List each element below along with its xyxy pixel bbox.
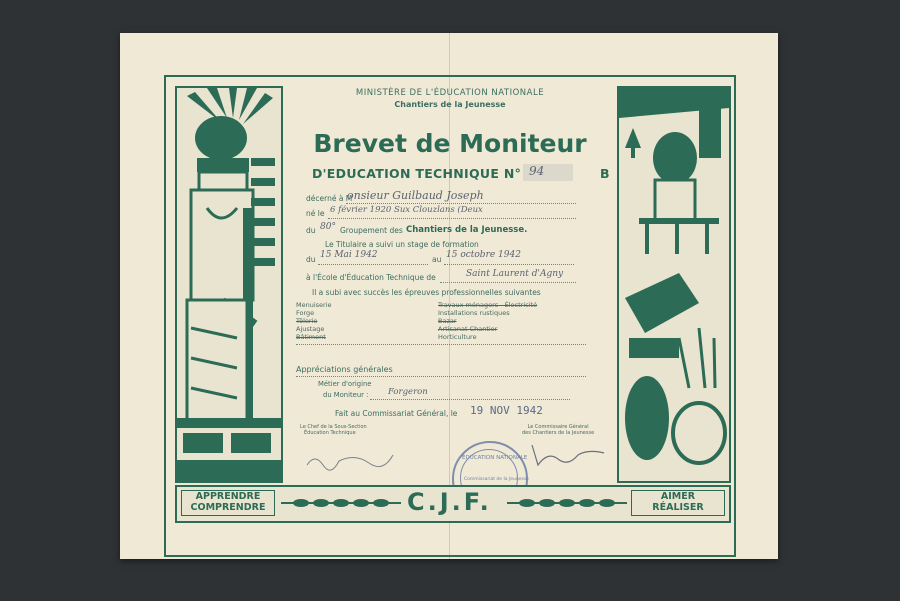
group-bold: Chantiers de la Jeunesse. [406, 225, 528, 235]
line-metier [370, 399, 570, 400]
to-label: au [432, 255, 442, 264]
signatory-right-2: des Chantiers de la Jeunesse [522, 430, 595, 436]
certificate-paper [120, 33, 778, 559]
certificate-subtitle: D'EDUCATION TECHNIQUE N° [312, 166, 522, 181]
woman-illustration [619, 88, 729, 481]
line-birth [328, 218, 576, 219]
trades-left [296, 301, 332, 341]
trade-item: Horticulture [438, 333, 477, 341]
line-to [444, 264, 574, 265]
motto-right-1: AIMER [660, 491, 696, 502]
cjf-logo: C.J.F. [407, 488, 492, 516]
trade-item: Forge [296, 309, 315, 317]
birth-details: 6 février 1920 Sux Clouzlans (Deux [330, 205, 483, 215]
line-ecole [440, 282, 576, 283]
trade-item: Bâtiment [296, 333, 326, 341]
motto-left-2: COMPRENDRE [190, 502, 266, 513]
seal-text: ÉDUCATION NATIONALE [462, 455, 528, 461]
wheat-right-icon [507, 498, 627, 508]
decerne-label: décerné à M [306, 194, 353, 203]
certificate-suffix: B [600, 166, 610, 181]
ecole-value: Saint Laurent d'Agny [466, 269, 564, 279]
trade-item: Travaux ménagers - Électricité [438, 301, 538, 309]
trade-item: Artisanat Chantier [438, 325, 498, 333]
metier-label-2: du Moniteur : [323, 391, 369, 399]
ministry-heading: MINISTÈRE DE L'ÉDUCATION NATIONALE [355, 88, 545, 98]
date-to: 15 octobre 1942 [446, 250, 521, 260]
signatory-left-2: Éducation Technique [304, 430, 356, 436]
motto-left [181, 490, 275, 516]
line-trades [296, 344, 586, 345]
signatory-left-1: Le Chef de la Sous-Section [300, 424, 367, 430]
born-label: né le [306, 209, 325, 218]
trade-item: Installations rustiques [438, 309, 510, 317]
trade-item: Bazar [438, 317, 457, 325]
ecole-text: à l'École d'Éducation Technique de [306, 273, 436, 282]
line-name [346, 203, 576, 204]
appreciations-label: Appréciations générales [296, 365, 393, 374]
left-illustration [175, 86, 283, 483]
date-from: 15 Mai 1942 [320, 250, 378, 260]
right-illustration [617, 86, 731, 483]
trade-item: Ajustage [296, 325, 325, 333]
motto-right [631, 490, 725, 516]
group-text: Groupement des [340, 226, 403, 235]
motto-right-2: RÉALISER [652, 502, 704, 513]
metier-value: Forgeron [388, 387, 428, 397]
motto-left-1: APPRENDRE [195, 491, 261, 502]
number-field [523, 164, 573, 181]
stage-text: Le Titulaire a suivi un stage de formation [325, 240, 479, 249]
seal-subtext: Commissariat de la Jeunesse [464, 477, 529, 482]
recipient-name: onsieur Guilbaud Joseph [347, 189, 484, 202]
line-appreciations [296, 376, 586, 377]
signatory-right-1: Le Commissaire Général [527, 424, 589, 430]
signature-right [528, 435, 608, 469]
signatory-left [300, 424, 367, 436]
certificate-number: 94 [529, 164, 545, 178]
group-number: 80° [320, 222, 336, 232]
date-stamp: 19 NOV 1942 [470, 404, 543, 417]
metier-label-1: Métier d'origine [318, 380, 372, 388]
du-label: du [306, 226, 316, 235]
line-from [318, 264, 428, 265]
from-label: du [306, 255, 316, 264]
trade-item: Tôlerie [296, 317, 318, 325]
epreuves-text: Il a subi avec succès les épreuves professionnelles suivantes [312, 288, 541, 297]
signature-left [305, 443, 395, 473]
certificate-title: Brevet de Moniteur [313, 129, 587, 158]
fait-text: Fait au Commissariat Général, le [335, 409, 458, 418]
footer-banner [175, 485, 731, 523]
chantiers-heading: Chantiers de la Jeunesse [394, 100, 506, 109]
trade-item: Menuiserie [296, 301, 332, 309]
wheat-left-icon [281, 498, 401, 508]
trades-right [438, 301, 537, 341]
worker-illustration [177, 88, 281, 481]
